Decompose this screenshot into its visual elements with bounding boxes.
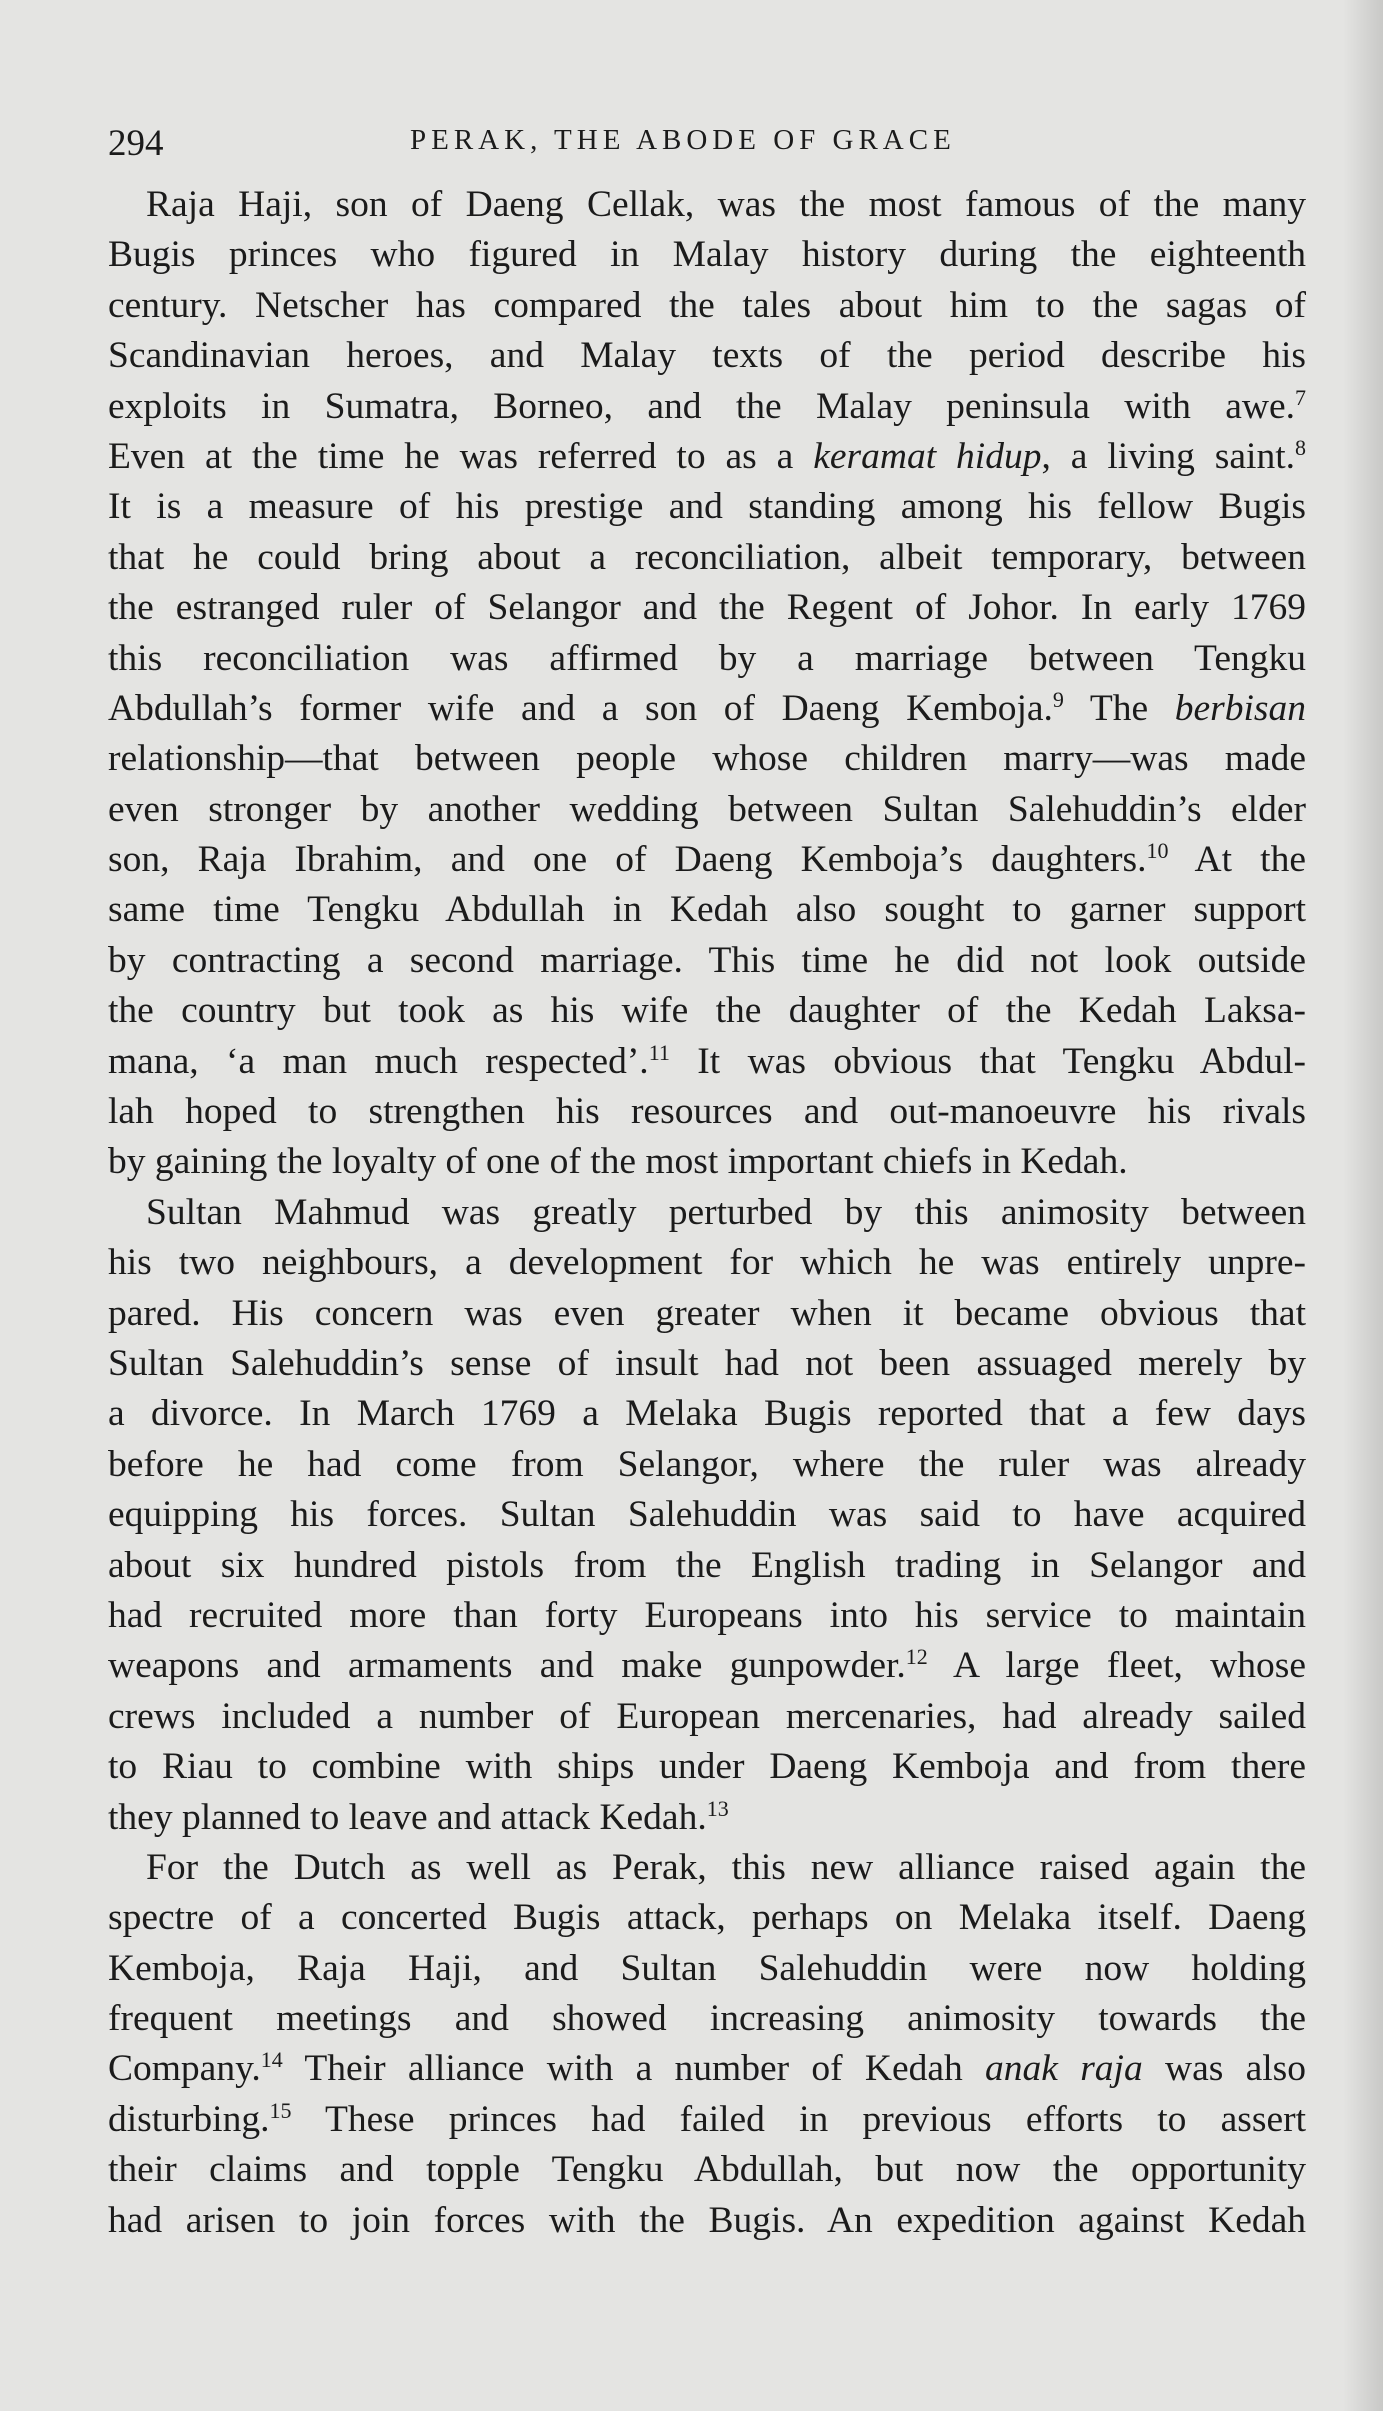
text-segment: Raja Haji, son of Daeng Cellak, was the most famous of the many — [146, 184, 1306, 225]
text-segment: disturbing. — [108, 2098, 270, 2140]
running-title: PERAK, THE ABODE OF GRACE — [410, 124, 956, 156]
text-segment: about six hundred pistols from the English trading in Selangor and — [108, 1544, 1306, 1586]
text-line — [108, 432, 1306, 482]
text-segment: before he had come from Selangor, where the ruler was already — [108, 1443, 1306, 1485]
italic-text: keramat hidup — [813, 435, 1042, 477]
text-line — [108, 1289, 1306, 1339]
text-line — [108, 2196, 1306, 2246]
footnote-ref: 8 — [1295, 434, 1306, 460]
text-segment: Kemboja, Raja Haji, and Sultan Salehuddin were now holding — [108, 1947, 1306, 1989]
text-line — [108, 835, 1306, 885]
text-segment: Sultan Salehuddin’s sense of insult had not been assuaged merely by — [108, 1342, 1306, 1384]
text-segment: equipping his forces. Sultan Salehuddin was said to have acquired — [108, 1494, 1306, 1536]
text-segment: had arisen to join forces with the Bugis. An expedition against Kedah — [108, 2199, 1306, 2241]
text-segment: they planned to leave and attack Kedah. — [108, 1796, 707, 1838]
text-segment: exploits in Sumatra, Borneo, and the Malay peninsula with awe. — [108, 385, 1295, 427]
text-segment: the estranged ruler of Selangor and the Regent of Johor. In early 1769 — [108, 587, 1306, 629]
text-line — [108, 2044, 1306, 2094]
text-line — [108, 1692, 1306, 1742]
text-segment: crews included a number of European mercenaries, had already sailed — [108, 1695, 1306, 1737]
text-segment: a divorce. In March 1769 a Melaka Bugis reported that a few days — [108, 1393, 1306, 1435]
italic-text: anak raja — [985, 2048, 1143, 2090]
text-segment: , a living saint. — [1041, 435, 1295, 477]
footnote-ref: 12 — [905, 1644, 928, 1670]
text-line — [108, 1037, 1306, 1087]
text-line — [108, 2145, 1306, 2195]
text-line — [108, 331, 1306, 381]
text-segment: that he could bring about a reconciliation, albeit temporary, between — [108, 536, 1306, 578]
text-line — [108, 1087, 1306, 1137]
italic-text: berbisan — [1174, 687, 1306, 729]
text-segment: century. Netscher has compared the tales about him to the sagas of — [108, 284, 1306, 326]
text-segment: pared. His concern was even greater when it became obvious that — [108, 1292, 1306, 1334]
text-segment: For the Dutch as well as Perak, this new alliance raised again the — [146, 1846, 1306, 1888]
text-segment: the country but took as his wife the daughter of the Kedah Laksa- — [108, 990, 1306, 1032]
text-segment: by contracting a second marriage. This time he did not look outside — [108, 939, 1306, 981]
text-line — [108, 734, 1306, 784]
text-segment: spectre of a concerted Bugis attack, perhaps on Melaka itself. Daeng — [108, 1897, 1306, 1939]
text-line — [108, 482, 1306, 532]
text-segment: even stronger by another wedding between Sultan Salehuddin’s elder — [108, 788, 1306, 830]
text-line — [108, 1440, 1306, 1490]
footnote-ref: 10 — [1146, 838, 1169, 864]
text-line — [108, 281, 1306, 331]
text-line — [108, 1944, 1306, 1994]
text-line — [108, 785, 1306, 835]
text-line — [108, 986, 1306, 1036]
text-line — [108, 936, 1306, 986]
text-segment: lah hoped to strengthen his resources and out-manoeuvre his rivals — [108, 1091, 1306, 1133]
text-segment: Sultan Mahmud was greatly perturbed by this animosity between — [146, 1191, 1306, 1233]
text-line — [108, 533, 1306, 583]
text-line — [108, 1742, 1306, 1792]
body-text — [108, 180, 1306, 2246]
text-segment: had recruited more than forty Europeans into his service to maintain — [108, 1594, 1306, 1636]
footnote-ref: 11 — [648, 1039, 670, 1065]
text-line — [108, 1793, 1306, 1843]
text-segment: frequent meetings and showed increasing animosity towards the — [108, 1998, 1306, 2040]
text-segment: was also — [1142, 2048, 1306, 2090]
text-line — [108, 1188, 1306, 1238]
text-segment: Abdullah’s former wife and a son of Daeng Kemboja. — [108, 687, 1053, 729]
text-line — [108, 1541, 1306, 1591]
text-segment: Even at the time he was referred to as a — [108, 435, 814, 477]
text-segment: Scandinavian heroes, and Malay texts of the period describe his — [108, 335, 1306, 377]
text-line — [108, 1843, 1306, 1893]
text-segment: It was obvious that Tengku Abdul- — [669, 1040, 1306, 1082]
text-line — [108, 1994, 1306, 2044]
text-segment: These princes had failed in previous efforts to assert — [291, 2098, 1306, 2140]
footnote-ref: 9 — [1052, 686, 1064, 712]
text-segment: At the — [1168, 839, 1306, 881]
text-line — [108, 1238, 1306, 1288]
text-segment: Bugis princes who figured in Malay history during the eighteenth — [108, 234, 1306, 276]
text-segment: to Riau to combine with ships under Daeng Kemboja and from there — [108, 1746, 1306, 1788]
footnote-ref: 14 — [260, 2047, 283, 2073]
text-segment: relationship—that between people whose children marry—was made — [108, 738, 1306, 780]
text-segment: same time Tengku Abdullah in Kedah also sought to garner support — [108, 889, 1306, 931]
text-line — [108, 1591, 1306, 1641]
text-line — [108, 885, 1306, 935]
footnote-ref: 15 — [269, 2097, 292, 2123]
text-segment: It is a measure of his prestige and standing among his fellow Bugis — [108, 486, 1306, 528]
text-segment: by gaining the loyalty of one of the most important chiefs in Kedah. — [108, 1141, 1128, 1183]
text-line — [108, 2095, 1306, 2145]
text-segment: this reconciliation was affirmed by a marriage between Tengku — [108, 637, 1306, 679]
text-segment: son, Raja Ibrahim, and one of Daeng Kemboja’s daughters. — [108, 839, 1147, 881]
text-line — [108, 230, 1306, 280]
page-edge-shadow — [1343, 0, 1383, 2411]
text-segment: Their alliance with a number of Kedah — [282, 2048, 986, 2090]
text-segment: his two neighbours, a development for which he was entirely unpre- — [108, 1242, 1306, 1284]
text-segment: mana, ‘a man much respected’. — [108, 1040, 649, 1082]
text-segment: The — [1063, 687, 1175, 729]
text-line — [108, 1389, 1306, 1439]
text-line — [108, 1641, 1306, 1691]
text-segment: weapons and armaments and make gunpowder. — [108, 1645, 906, 1687]
page-number: 294 — [108, 123, 164, 164]
text-line — [108, 1137, 1306, 1187]
footnote-ref: 13 — [706, 1795, 729, 1821]
text-segment: Company. — [108, 2048, 261, 2090]
text-line — [108, 684, 1306, 734]
text-line — [108, 180, 1306, 230]
footnote-ref: 7 — [1295, 384, 1306, 410]
text-line — [108, 1893, 1306, 1943]
text-line — [108, 583, 1306, 633]
text-line — [108, 634, 1306, 684]
text-line — [108, 1339, 1306, 1389]
text-line — [108, 1490, 1306, 1540]
text-line — [108, 382, 1306, 432]
text-segment: A large fleet, whose — [927, 1645, 1306, 1687]
text-segment: their claims and topple Tengku Abdullah, but now the opportunity — [108, 2149, 1306, 2191]
